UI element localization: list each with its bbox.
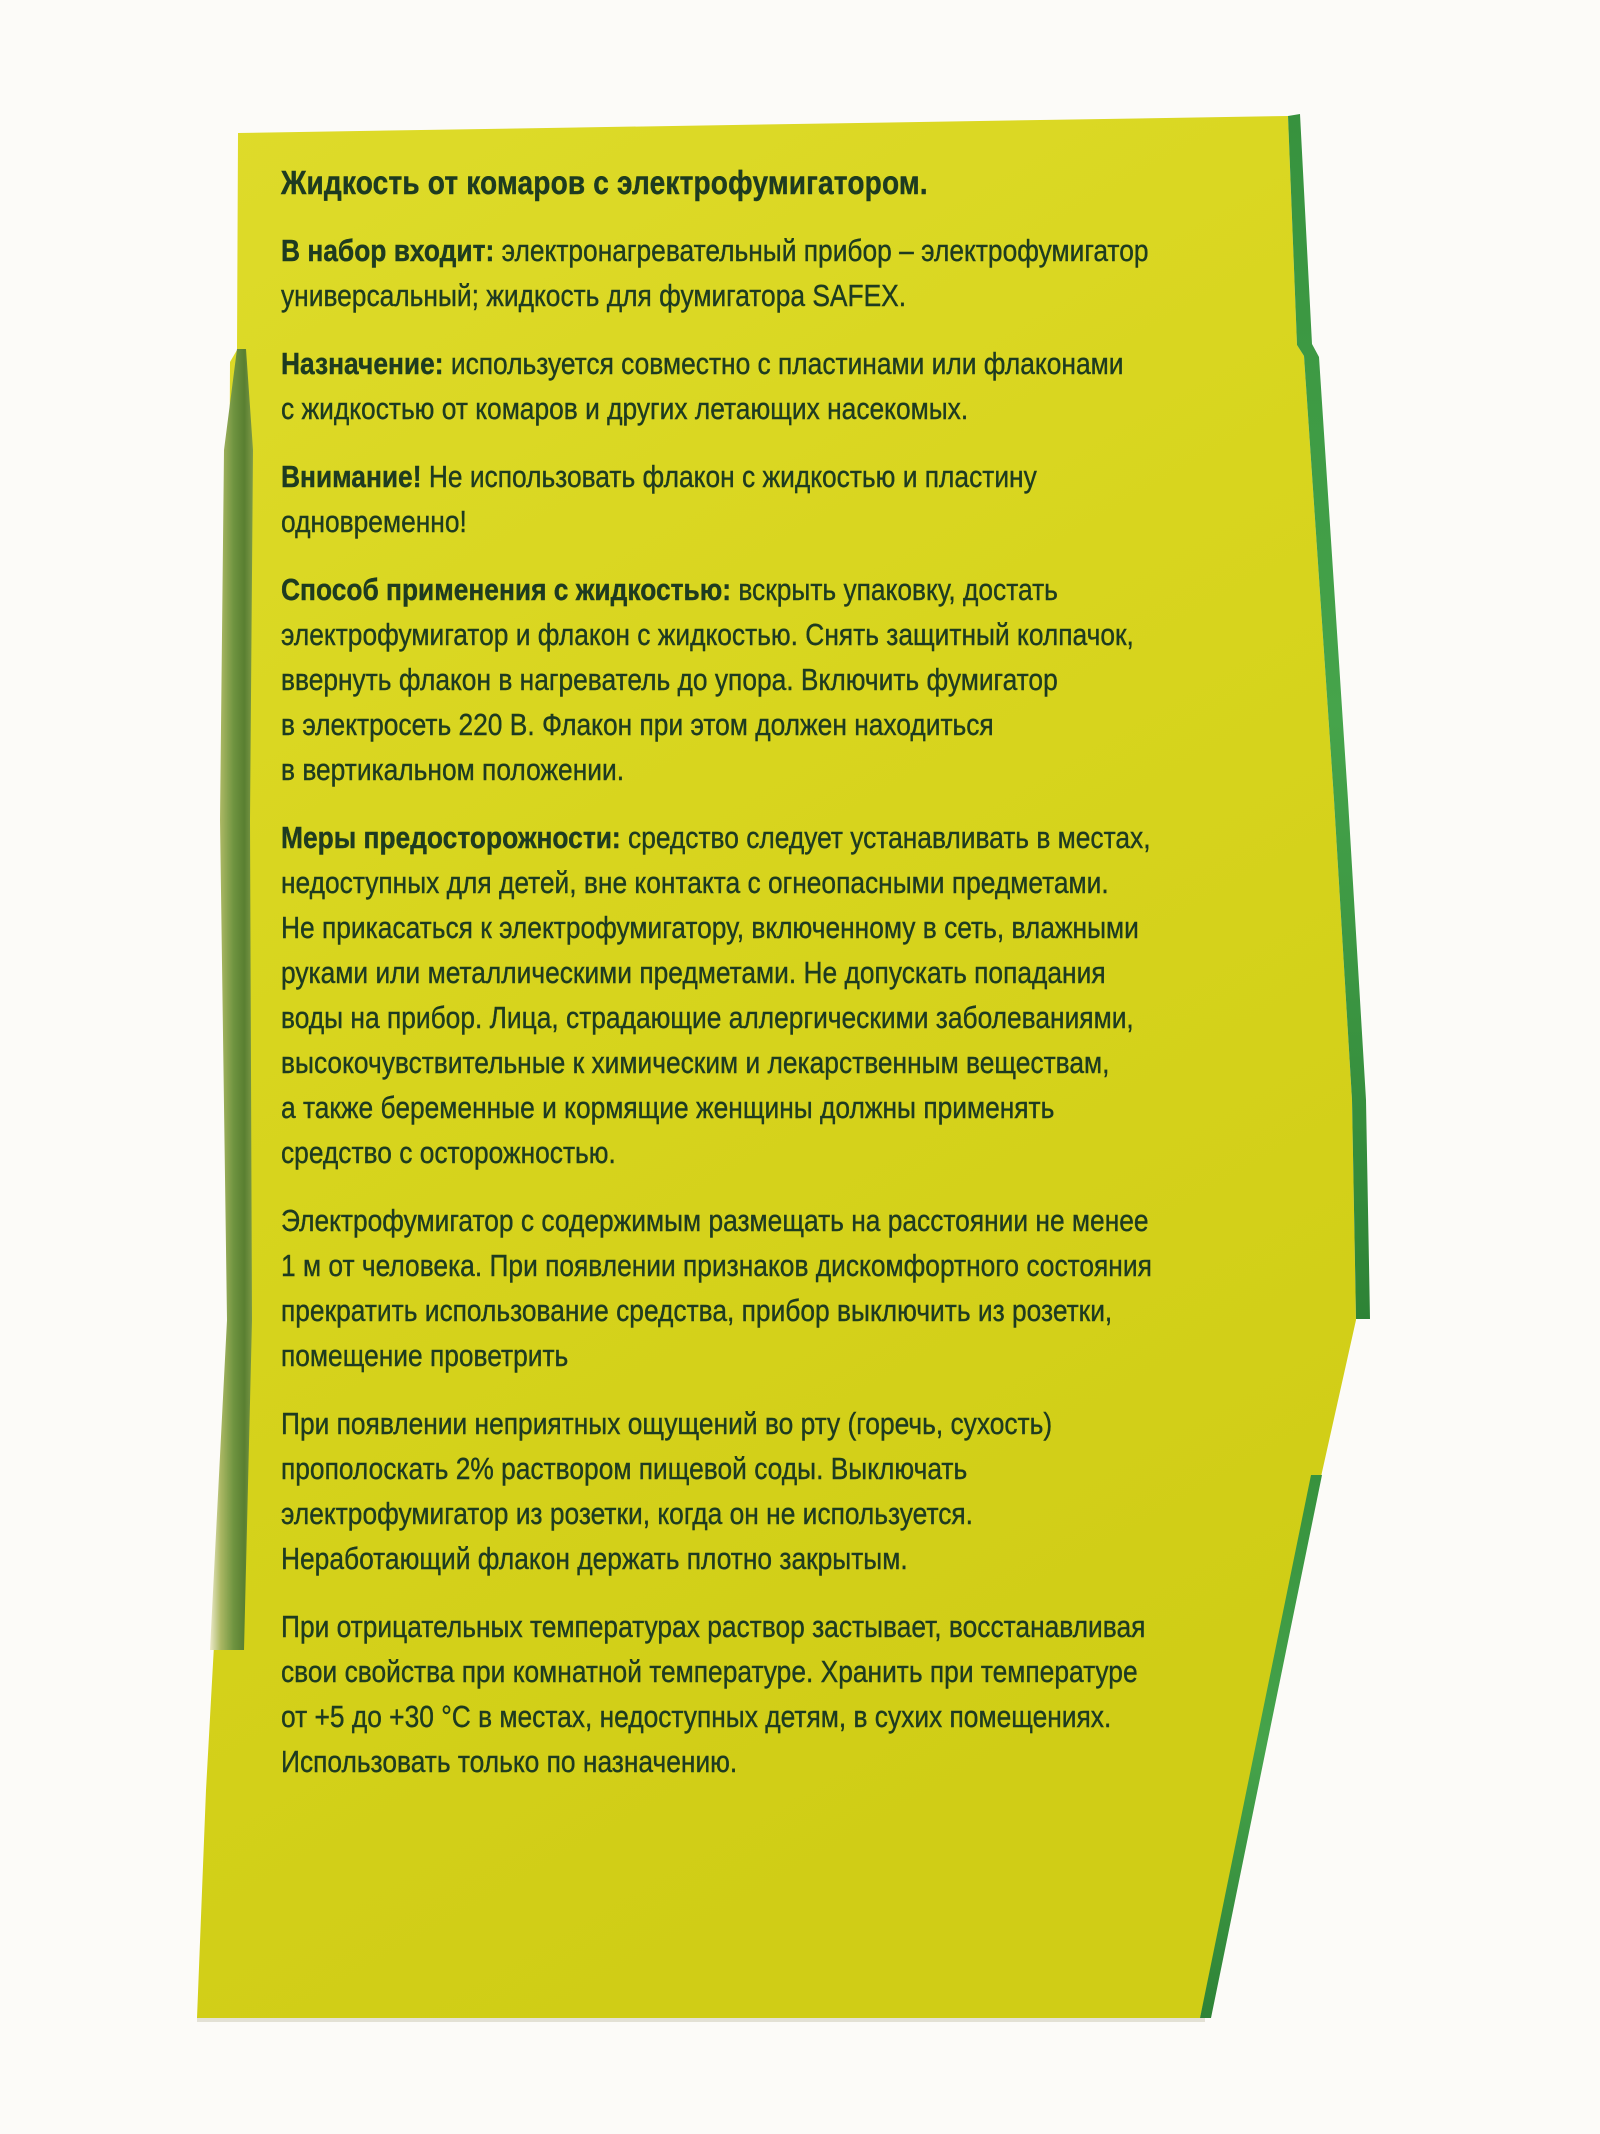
paragraph-purpose-heading: Назначение:	[281, 346, 444, 381]
paragraph-kit-contents-heading: В набор входит:	[281, 233, 495, 268]
paragraph-distance: Электрофумигатор с содержимым размещать на расстоянии не менее 1 м от человека. При появлении признаков дискомфортного состояния прекратить использование средства, прибор выключить из розетки, помещение проветрить	[281, 1203, 1152, 1373]
paragraph-precautions: Меры предосторожности: средство следует устанавливать в местах, недоступных для детей, вне контакта с огнеопасными предметами. Не прикасаться к электрофумигатору, включенному в сеть, влажными руками или металлическими предметами. Не допускать попадания воды на прибор. Лица, страдающие аллергическими заболеваниями, высокочувствительные к химическим и лекарственным веществам, а также беременные и кормящие женщины должны применять средство с осторожностью.	[281, 820, 1151, 1170]
paragraph-warning-heading: Внимание!	[281, 459, 422, 494]
paragraph-usage-heading: Способ применения с жидкостью:	[281, 572, 731, 607]
paragraph-precautions-heading: Меры предосторожности:	[281, 820, 621, 855]
paragraph-kit-contents: В набор входит: электронагревательный прибор – электрофумигатор универсальный; жидкость для фумигатора SAFEX.	[281, 233, 1149, 313]
bottom-shadow	[197, 2018, 1205, 2022]
paragraph-usage: Способ применения с жидкостью: вскрыть упаковку, достать электрофумигатор и флакон с жидкостью. Снять защитный колпачок, ввернуть флакон в нагреватель до упора. Включить фумигатор в электросеть 220 В. Флакон при этом должен находиться в вертикальном положении.	[281, 572, 1134, 787]
paragraph-purpose: Назначение: используется совместно с пластинами или флаконами с жидкостью от комаров и других летающих насекомых.	[281, 346, 1124, 426]
label-title: Жидкость от комаров с электрофумигатором.	[281, 164, 928, 201]
paragraph-warning: Внимание! Не использовать флакон с жидкостью и пластину одновременно!	[281, 459, 1037, 539]
box-left-edge	[210, 349, 253, 1650]
paragraph-first-aid: При появлении неприятных ощущений во рту (горечь, сухость) прополоскать 2% раствором пищевой соды. Выключать электрофумигатор из розетки, когда он не используется. Неработающий флакон держать плотно закрытым.	[281, 1406, 1053, 1576]
label-text	[281, 160, 1352, 1807]
paragraph-storage: При отрицательных температурах раствор застывает, восстанавливая свои свойства при комнатной температуре. Хранить при температуре от +5 до +30 °C в местах, недоступных детям, в сухих помещениях. Использовать только по назначению.	[281, 1609, 1146, 1779]
